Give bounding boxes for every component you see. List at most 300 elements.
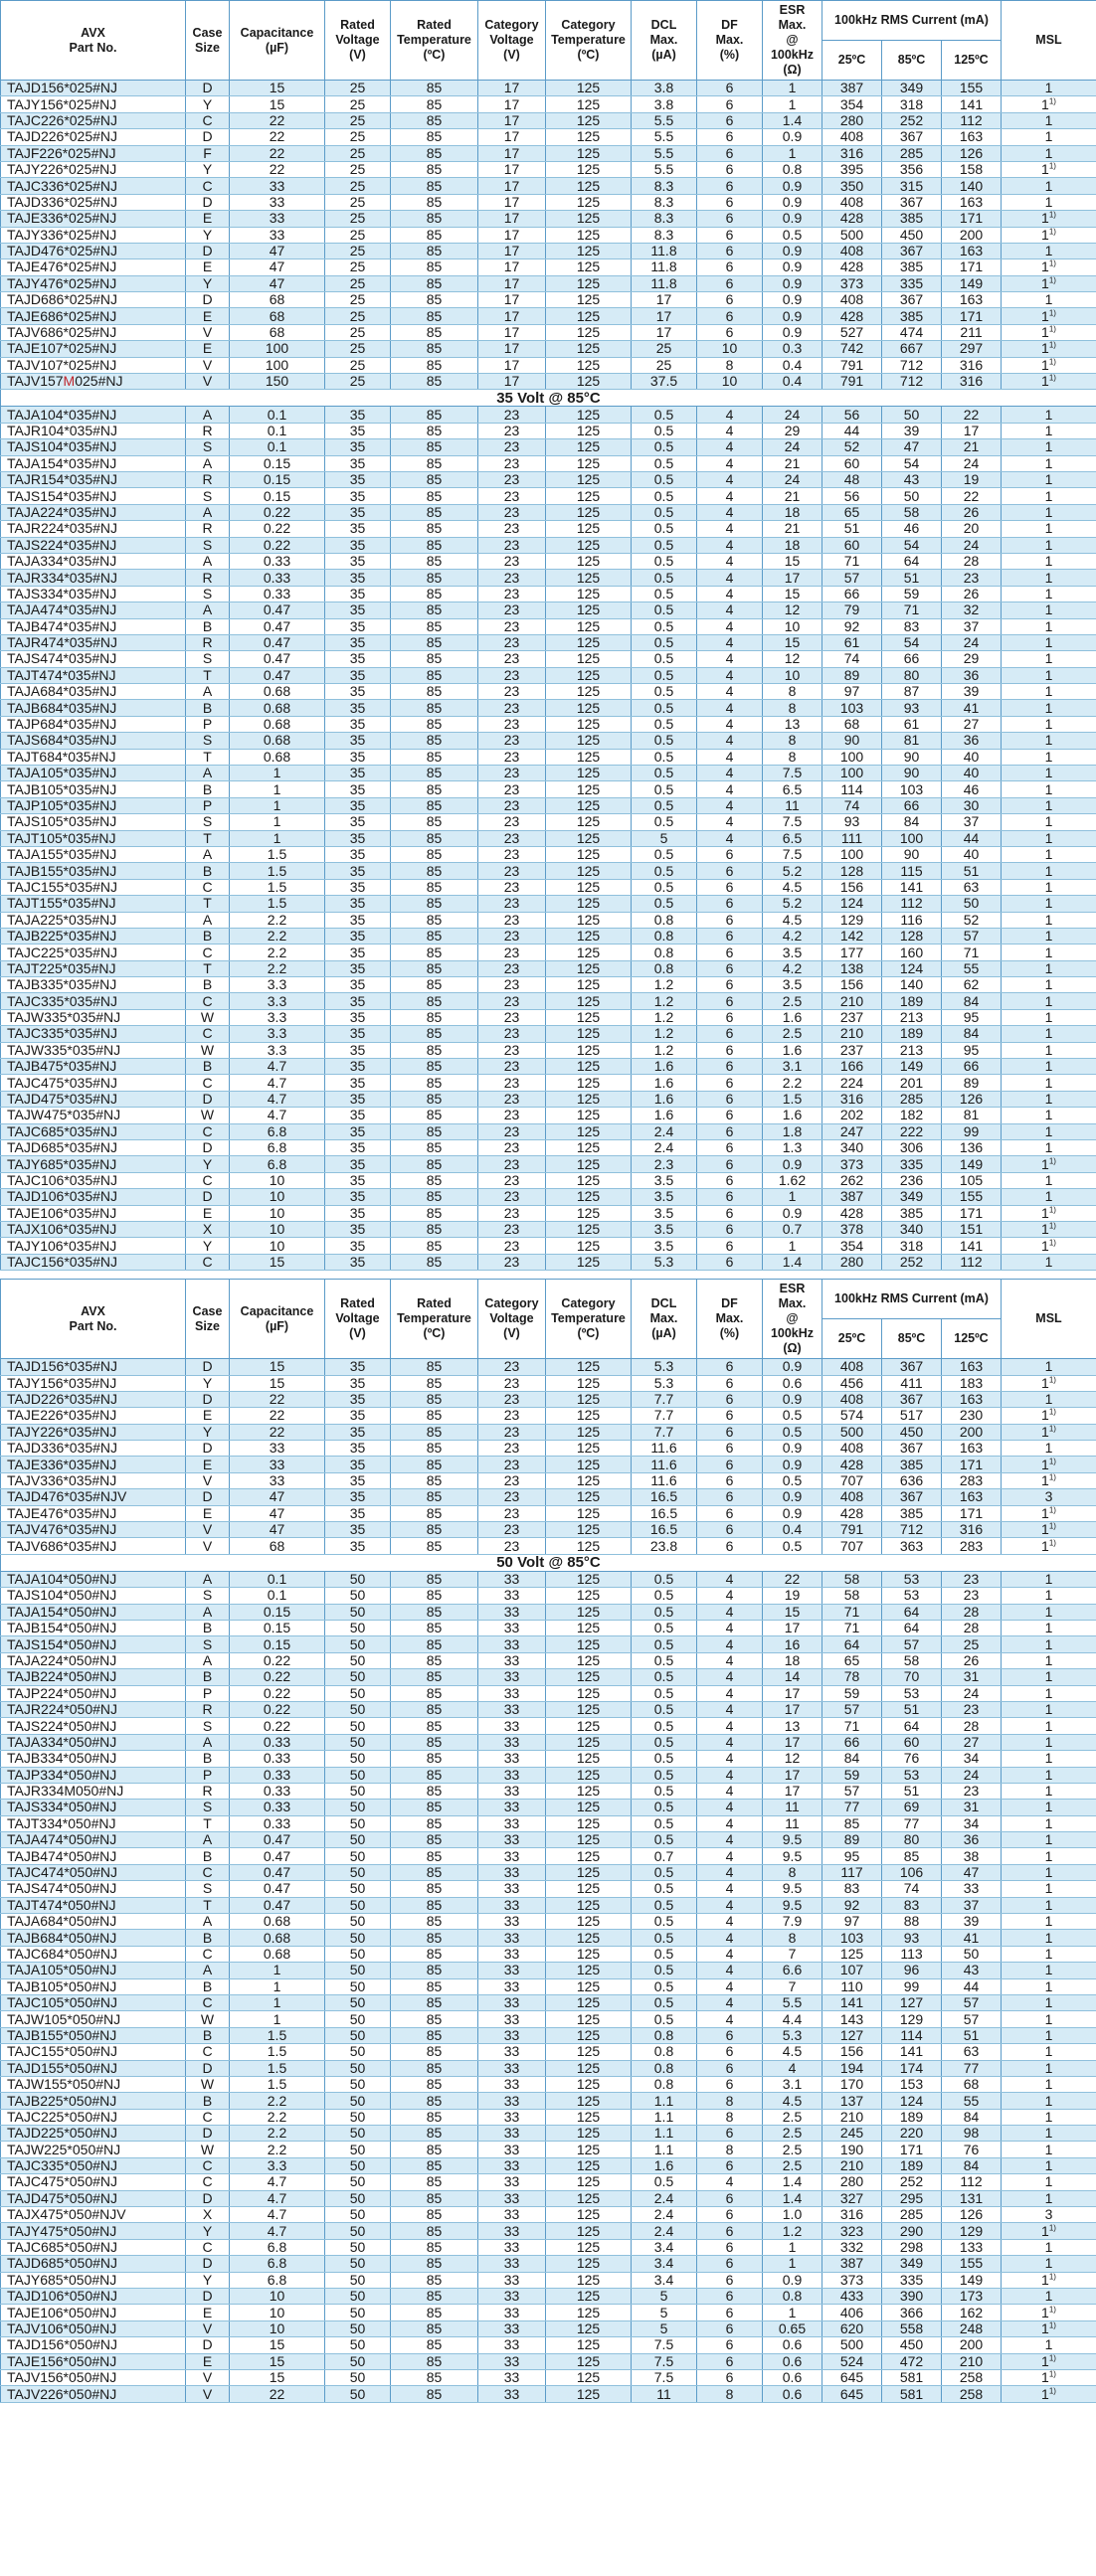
df-max: 8: [697, 2093, 763, 2109]
esr-max: 10: [763, 618, 822, 634]
rms-85c: 306: [882, 1140, 942, 1156]
part-number: TAJB334*050#NJ: [1, 1751, 186, 1767]
category-voltage: 33: [478, 1994, 546, 2010]
msl: 1: [1002, 1751, 1096, 1767]
case-size: W: [186, 1108, 230, 1123]
case-size: S: [186, 586, 230, 601]
rated-voltage: 50: [325, 2207, 391, 2223]
msl: 1: [1002, 1123, 1096, 1139]
category-temperature: 125: [546, 292, 632, 308]
msl: 1: [1002, 1604, 1096, 1620]
category-voltage: 33: [478, 1685, 546, 1701]
rms-125c: 51: [942, 863, 1002, 879]
table-row: [1, 81, 1096, 96]
df-max: 6: [697, 1359, 763, 1375]
case-size: V: [186, 2320, 230, 2336]
case-size: S: [186, 814, 230, 830]
df-max: 4: [697, 634, 763, 650]
category-temperature: 125: [546, 243, 632, 258]
capacitance: 15: [230, 1359, 325, 1375]
msl: 1: [1002, 814, 1096, 830]
table-row: [1, 2289, 1096, 2305]
msl: 1$^{1)}$: [1002, 1457, 1096, 1472]
table-row: [1, 2305, 1096, 2320]
esr-max: 8: [763, 733, 822, 749]
category-temperature: 125: [546, 2109, 632, 2125]
category-temperature: 125: [546, 667, 632, 683]
case-size: A: [186, 455, 230, 471]
category-temperature: 125: [546, 2337, 632, 2353]
rated-temperature: 85: [391, 194, 478, 210]
dcl-max: 0.8: [632, 928, 697, 944]
case-size: Y: [186, 96, 230, 112]
category-temperature: 125: [546, 602, 632, 618]
msl: 1$^{1)}$: [1002, 1538, 1096, 1554]
table-row: [1, 96, 1096, 112]
table-row: [1, 1734, 1096, 1750]
rms-85c: 83: [882, 1897, 942, 1913]
df-max: 6: [697, 2126, 763, 2142]
case-size: C: [186, 1172, 230, 1188]
rms-25c: 247: [822, 1123, 882, 1139]
table-row: [1, 1026, 1096, 1042]
rms-125c: 24: [942, 634, 1002, 650]
rated-temperature: 85: [391, 2272, 478, 2288]
case-size: Y: [186, 227, 230, 243]
df-header: DF Max. (%): [697, 1280, 763, 1359]
category-voltage: 33: [478, 1897, 546, 1913]
capacitance: 6.8: [230, 1140, 325, 1156]
rms-125c: 84: [942, 993, 1002, 1009]
rms-85c: 47: [882, 439, 942, 455]
dcl-max: 0.5: [632, 846, 697, 862]
msl: 1: [1002, 194, 1096, 210]
capacitance: 0.15: [230, 1620, 325, 1635]
rms-85c: 356: [882, 161, 942, 177]
rms-85c: 201: [882, 1075, 942, 1091]
dcl-max: 1.1: [632, 2142, 697, 2157]
note-marker: 1): [1048, 2320, 1056, 2330]
case-size: D: [186, 1359, 230, 1375]
msl: 1: [1002, 178, 1096, 194]
df-max: 4: [697, 814, 763, 830]
rms-85c: 66: [882, 651, 942, 667]
df-max: 4: [697, 1881, 763, 1897]
rms-25c: 71: [822, 553, 882, 569]
esr-max: 13: [763, 1718, 822, 1734]
rms-25c: 100: [822, 749, 882, 765]
category-voltage: 33: [478, 1669, 546, 1685]
table-row: [1, 2076, 1096, 2092]
rated-temperature: 85: [391, 1783, 478, 1799]
rms-85c: 385: [882, 308, 942, 324]
capacitance: 6.8: [230, 2256, 325, 2272]
case-size: D: [186, 1391, 230, 1407]
dcl-max: 5.5: [632, 161, 697, 177]
rms-125c: 163: [942, 129, 1002, 145]
dcl-max: 0.5: [632, 1636, 697, 1652]
part-number: TAJW105*050#NJ: [1, 2011, 186, 2027]
capacitance: 22: [230, 161, 325, 177]
category-voltage: 23: [478, 781, 546, 797]
rms-25c: 707: [822, 1472, 882, 1488]
rms-25c: 323: [822, 2223, 882, 2239]
rated-temperature: 85: [391, 1489, 478, 1505]
category-voltage: 17: [478, 227, 546, 243]
df-max: 6: [697, 2337, 763, 2353]
capacitance: 0.15: [230, 455, 325, 471]
rated-temperature: 85: [391, 211, 478, 227]
table-row: [1, 993, 1096, 1009]
capacitance: 0.47: [230, 634, 325, 650]
rated-voltage: 50: [325, 2126, 391, 2142]
dcl-max: 0.5: [632, 1620, 697, 1635]
part-number: TAJC155*035#NJ: [1, 879, 186, 895]
dcl-max: 0.8: [632, 2060, 697, 2076]
msl: 1$^{1)}$: [1002, 1424, 1096, 1440]
rms-25c: 373: [822, 2272, 882, 2288]
category-voltage: 17: [478, 145, 546, 161]
rated-voltage: 35: [325, 618, 391, 634]
df-max: 6: [697, 1391, 763, 1407]
case-size: T: [186, 1815, 230, 1831]
dcl-max: 1.2: [632, 1009, 697, 1025]
part-number: TAJR224*050#NJ: [1, 1701, 186, 1717]
capacitance: 47: [230, 1505, 325, 1521]
df-max: 4: [697, 1734, 763, 1750]
rated-temperature: 85: [391, 814, 478, 830]
rms-25c: 71: [822, 1718, 882, 1734]
capacitance: 150: [230, 374, 325, 390]
msl: 1: [1002, 1881, 1096, 1897]
category-voltage: 23: [478, 912, 546, 928]
case-size: D: [186, 194, 230, 210]
part-number: TAJY336*025#NJ: [1, 227, 186, 243]
rms-125c: 248: [942, 2320, 1002, 2336]
category-temperature: 125: [546, 1123, 632, 1139]
rms-25c: 340: [822, 1140, 882, 1156]
part-number: TAJD686*025#NJ: [1, 292, 186, 308]
rated-temperature: 85: [391, 341, 478, 357]
table-row: [1, 1189, 1096, 1205]
rms-125c: 19: [942, 471, 1002, 487]
case-size: C: [186, 993, 230, 1009]
rms-25c: 57: [822, 570, 882, 586]
rated-temperature: 85: [391, 2369, 478, 2385]
case-size: F: [186, 145, 230, 161]
df-max: 6: [697, 2289, 763, 2305]
table-row: [1, 700, 1096, 716]
rated-temperature: 85: [391, 1375, 478, 1391]
rms-current-header: 100kHz RMS Current (mA): [822, 1, 1002, 41]
rms-85c: 236: [882, 1172, 942, 1188]
category-temperature: 125: [546, 537, 632, 553]
rms-85c: 53: [882, 1685, 942, 1701]
dcl-max: 37.5: [632, 374, 697, 390]
category-voltage: 23: [478, 879, 546, 895]
esr-max: 1.2: [763, 2223, 822, 2239]
rated-temperature: 85: [391, 797, 478, 813]
rms-25c: 58: [822, 1588, 882, 1604]
rms-25c: 354: [822, 1238, 882, 1254]
rated-temperature: 85: [391, 2256, 478, 2272]
esr-max: 2.5: [763, 2157, 822, 2173]
note-marker: 1): [1048, 1424, 1056, 1434]
rms-25c: 408: [822, 292, 882, 308]
table-row: [1, 766, 1096, 781]
rms-125c: 151: [942, 1221, 1002, 1237]
rms-125c: 133: [942, 2239, 1002, 2255]
dcl-max: 0.5: [632, 1963, 697, 1978]
esr-max: 0.9: [763, 2272, 822, 2288]
msl: 1: [1002, 1075, 1096, 1091]
rms-25c: 71: [822, 1620, 882, 1635]
case-size: A: [186, 766, 230, 781]
rated-voltage: 35: [325, 1205, 391, 1221]
esr-header: ESR Max. @ 100kHz (Ω): [763, 1, 822, 81]
table-row: [1, 1238, 1096, 1254]
esr-max: 5.2: [763, 896, 822, 912]
capacitance: 22: [230, 1424, 325, 1440]
category-voltage: 23: [478, 1075, 546, 1091]
rms-25c: 68: [822, 716, 882, 732]
rms-125c: 155: [942, 2256, 1002, 2272]
rated-voltage: 35: [325, 667, 391, 683]
category-voltage: 33: [478, 2157, 546, 2173]
rms-125c: 141: [942, 1238, 1002, 1254]
rated-voltage: 25: [325, 357, 391, 373]
rms-25c: 373: [822, 275, 882, 291]
rms-25c: 500: [822, 227, 882, 243]
esr-max: 19: [763, 1588, 822, 1604]
table-row: [1, 1254, 1096, 1270]
part-number: TAJB155*050#NJ: [1, 2027, 186, 2043]
capacitance: 15: [230, 81, 325, 96]
rms-85c: 93: [882, 700, 942, 716]
esr-max: 1: [763, 81, 822, 96]
rated-voltage: 35: [325, 1375, 391, 1391]
rms-125c: 30: [942, 797, 1002, 813]
category-temperature: 125: [546, 374, 632, 390]
dcl-max: 0.5: [632, 537, 697, 553]
category-temperature: 125: [546, 634, 632, 650]
category-voltage: 17: [478, 178, 546, 194]
capacitance: 10: [230, 2289, 325, 2305]
category-voltage: 33: [478, 1864, 546, 1880]
category-temperature: 125: [546, 945, 632, 960]
rated-voltage: 35: [325, 1472, 391, 1488]
category-temperature: 125: [546, 1059, 632, 1075]
capacitance: 33: [230, 227, 325, 243]
rms-25c: 237: [822, 1009, 882, 1025]
table-row: [1, 977, 1096, 993]
esr-max: 3.5: [763, 945, 822, 960]
part-number: TAJA225*035#NJ: [1, 912, 186, 928]
category-voltage: 17: [478, 161, 546, 177]
rms-85c: 70: [882, 1669, 942, 1685]
capacitance: 0.47: [230, 1832, 325, 1848]
rated-voltage: 50: [325, 1994, 391, 2010]
case-size: E: [186, 1457, 230, 1472]
case-size: D: [186, 129, 230, 145]
df-max: 4: [697, 1848, 763, 1864]
category-temperature: 125: [546, 2157, 632, 2173]
rms-85c: 90: [882, 766, 942, 781]
df-max: 6: [697, 960, 763, 976]
rms-125c: 17: [942, 423, 1002, 438]
esr-max: 13: [763, 716, 822, 732]
dcl-max: 0.5: [632, 700, 697, 716]
category-temperature: 125: [546, 896, 632, 912]
rms-25c: 500: [822, 2337, 882, 2353]
rms-25c: 97: [822, 1914, 882, 1930]
msl: 1: [1002, 830, 1096, 846]
table-row: [1, 2207, 1096, 2223]
df-max: 6: [697, 145, 763, 161]
capacitance: 0.1: [230, 423, 325, 438]
dcl-max: 0.5: [632, 733, 697, 749]
part-number: TAJY475*050#NJ: [1, 2223, 186, 2239]
rated-temperature: 85: [391, 960, 478, 976]
df-max: 4: [697, 700, 763, 716]
msl: 1: [1002, 1701, 1096, 1717]
esr-max: 1: [763, 145, 822, 161]
rms-85c: 189: [882, 2109, 942, 2125]
case-size: R: [186, 634, 230, 650]
rms-85c: 61: [882, 716, 942, 732]
rms-125c: 36: [942, 667, 1002, 683]
category-temperature: 125: [546, 96, 632, 112]
dcl-max: 0.5: [632, 423, 697, 438]
df-max: 6: [697, 2223, 763, 2239]
part-number: TAJA224*035#NJ: [1, 504, 186, 520]
dcl-max: 0.5: [632, 1767, 697, 1783]
df-max: 6: [697, 96, 763, 112]
rms-85c: 69: [882, 1800, 942, 1815]
df-max: 6: [697, 1408, 763, 1424]
rms-25c: 456: [822, 1375, 882, 1391]
rated-temperature: 85: [391, 2076, 478, 2092]
msl: 1: [1002, 1669, 1096, 1685]
category-temperature: 125: [546, 2093, 632, 2109]
esr-max: 15: [763, 634, 822, 650]
rms-25c: 433: [822, 2289, 882, 2305]
category-voltage: 23: [478, 1091, 546, 1107]
msl: 1: [1002, 1059, 1096, 1075]
rms-85c: 83: [882, 618, 942, 634]
table-row: [1, 1042, 1096, 1058]
rated-temperature: 85: [391, 2044, 478, 2060]
rated-voltage: 35: [325, 912, 391, 928]
case-size: S: [186, 439, 230, 455]
rms-125c: 316: [942, 357, 1002, 373]
part-number: TAJC685*035#NJ: [1, 1123, 186, 1139]
category-temperature: 125: [546, 993, 632, 1009]
rms-25c: 645: [822, 2386, 882, 2402]
case-size: Y: [186, 1156, 230, 1172]
case-size: D: [186, 1091, 230, 1107]
msl: 1: [1002, 2174, 1096, 2190]
msl: 1: [1002, 1963, 1096, 1978]
esr-max: 0.9: [763, 308, 822, 324]
rms-25c: 59: [822, 1685, 882, 1701]
category-temperature: 125: [546, 1205, 632, 1221]
part-number: TAJD225*050#NJ: [1, 2126, 186, 2142]
capacitance: 10: [230, 1189, 325, 1205]
df-max: 6: [697, 1254, 763, 1270]
part-number: TAJD156*050#NJ: [1, 2337, 186, 2353]
rms-25c: 156: [822, 879, 882, 895]
case-size: C: [186, 1994, 230, 2010]
esr-max: 0.5: [763, 1538, 822, 1554]
rms-125c: 50: [942, 896, 1002, 912]
category-voltage: 33: [478, 2289, 546, 2305]
category-temperature: 125: [546, 1221, 632, 1237]
dcl-max: 2.4: [632, 1140, 697, 1156]
msl: 1: [1002, 993, 1096, 1009]
rms-125c: 36: [942, 1832, 1002, 1848]
rms-85c: 90: [882, 846, 942, 862]
category-voltage: 33: [478, 1946, 546, 1962]
rms-85c: 450: [882, 1424, 942, 1440]
rated-voltage: 35: [325, 1522, 391, 1538]
rms-25c: 524: [822, 2353, 882, 2369]
df-max: 6: [697, 1205, 763, 1221]
part-number: TAJS334*035#NJ: [1, 586, 186, 601]
case-size: A: [186, 602, 230, 618]
capacitance: 1: [230, 766, 325, 781]
rms-125c: 40: [942, 766, 1002, 781]
rated-voltage: 35: [325, 1091, 391, 1107]
msl: 1$^{1)}$: [1002, 1205, 1096, 1221]
rated-voltage: 35: [325, 1424, 391, 1440]
category-voltage: 23: [478, 1156, 546, 1172]
dcl-max: 0.5: [632, 2174, 697, 2190]
rated-temperature: 85: [391, 243, 478, 258]
table-row: [1, 684, 1096, 700]
case-size: A: [186, 1604, 230, 1620]
case-size: V: [186, 1538, 230, 1554]
category-temperature: 125: [546, 1172, 632, 1188]
rms-25c: 65: [822, 504, 882, 520]
category-temperature: 125: [546, 1472, 632, 1488]
rms-25c: 707: [822, 1538, 882, 1554]
table-row: [1, 1669, 1096, 1685]
rms-125c: 31: [942, 1669, 1002, 1685]
rms-25c: 142: [822, 928, 882, 944]
note-marker: 1): [1048, 2369, 1056, 2379]
rms-25c: 110: [822, 1978, 882, 1994]
esr-max: 1.4: [763, 2174, 822, 2190]
category-temperature: 125: [546, 2207, 632, 2223]
category-voltage: 23: [478, 439, 546, 455]
esr-max: 4.5: [763, 2044, 822, 2060]
case-size: Y: [186, 1238, 230, 1254]
msl: 1: [1002, 570, 1096, 586]
capacitance: 0.33: [230, 1734, 325, 1750]
rated-voltage: 35: [325, 716, 391, 732]
rms-25c: 170: [822, 2076, 882, 2092]
rms-25c: 354: [822, 96, 882, 112]
rms-85c: 213: [882, 1009, 942, 1025]
rated-temperature: 85: [391, 308, 478, 324]
rms-25c: 83: [822, 1881, 882, 1897]
part-number: TAJS224*035#NJ: [1, 537, 186, 553]
dcl-max: 0.5: [632, 749, 697, 765]
msl: 1$^{1)}$: [1002, 1221, 1096, 1237]
capacitance: 22: [230, 1408, 325, 1424]
table-row: [1, 504, 1096, 520]
